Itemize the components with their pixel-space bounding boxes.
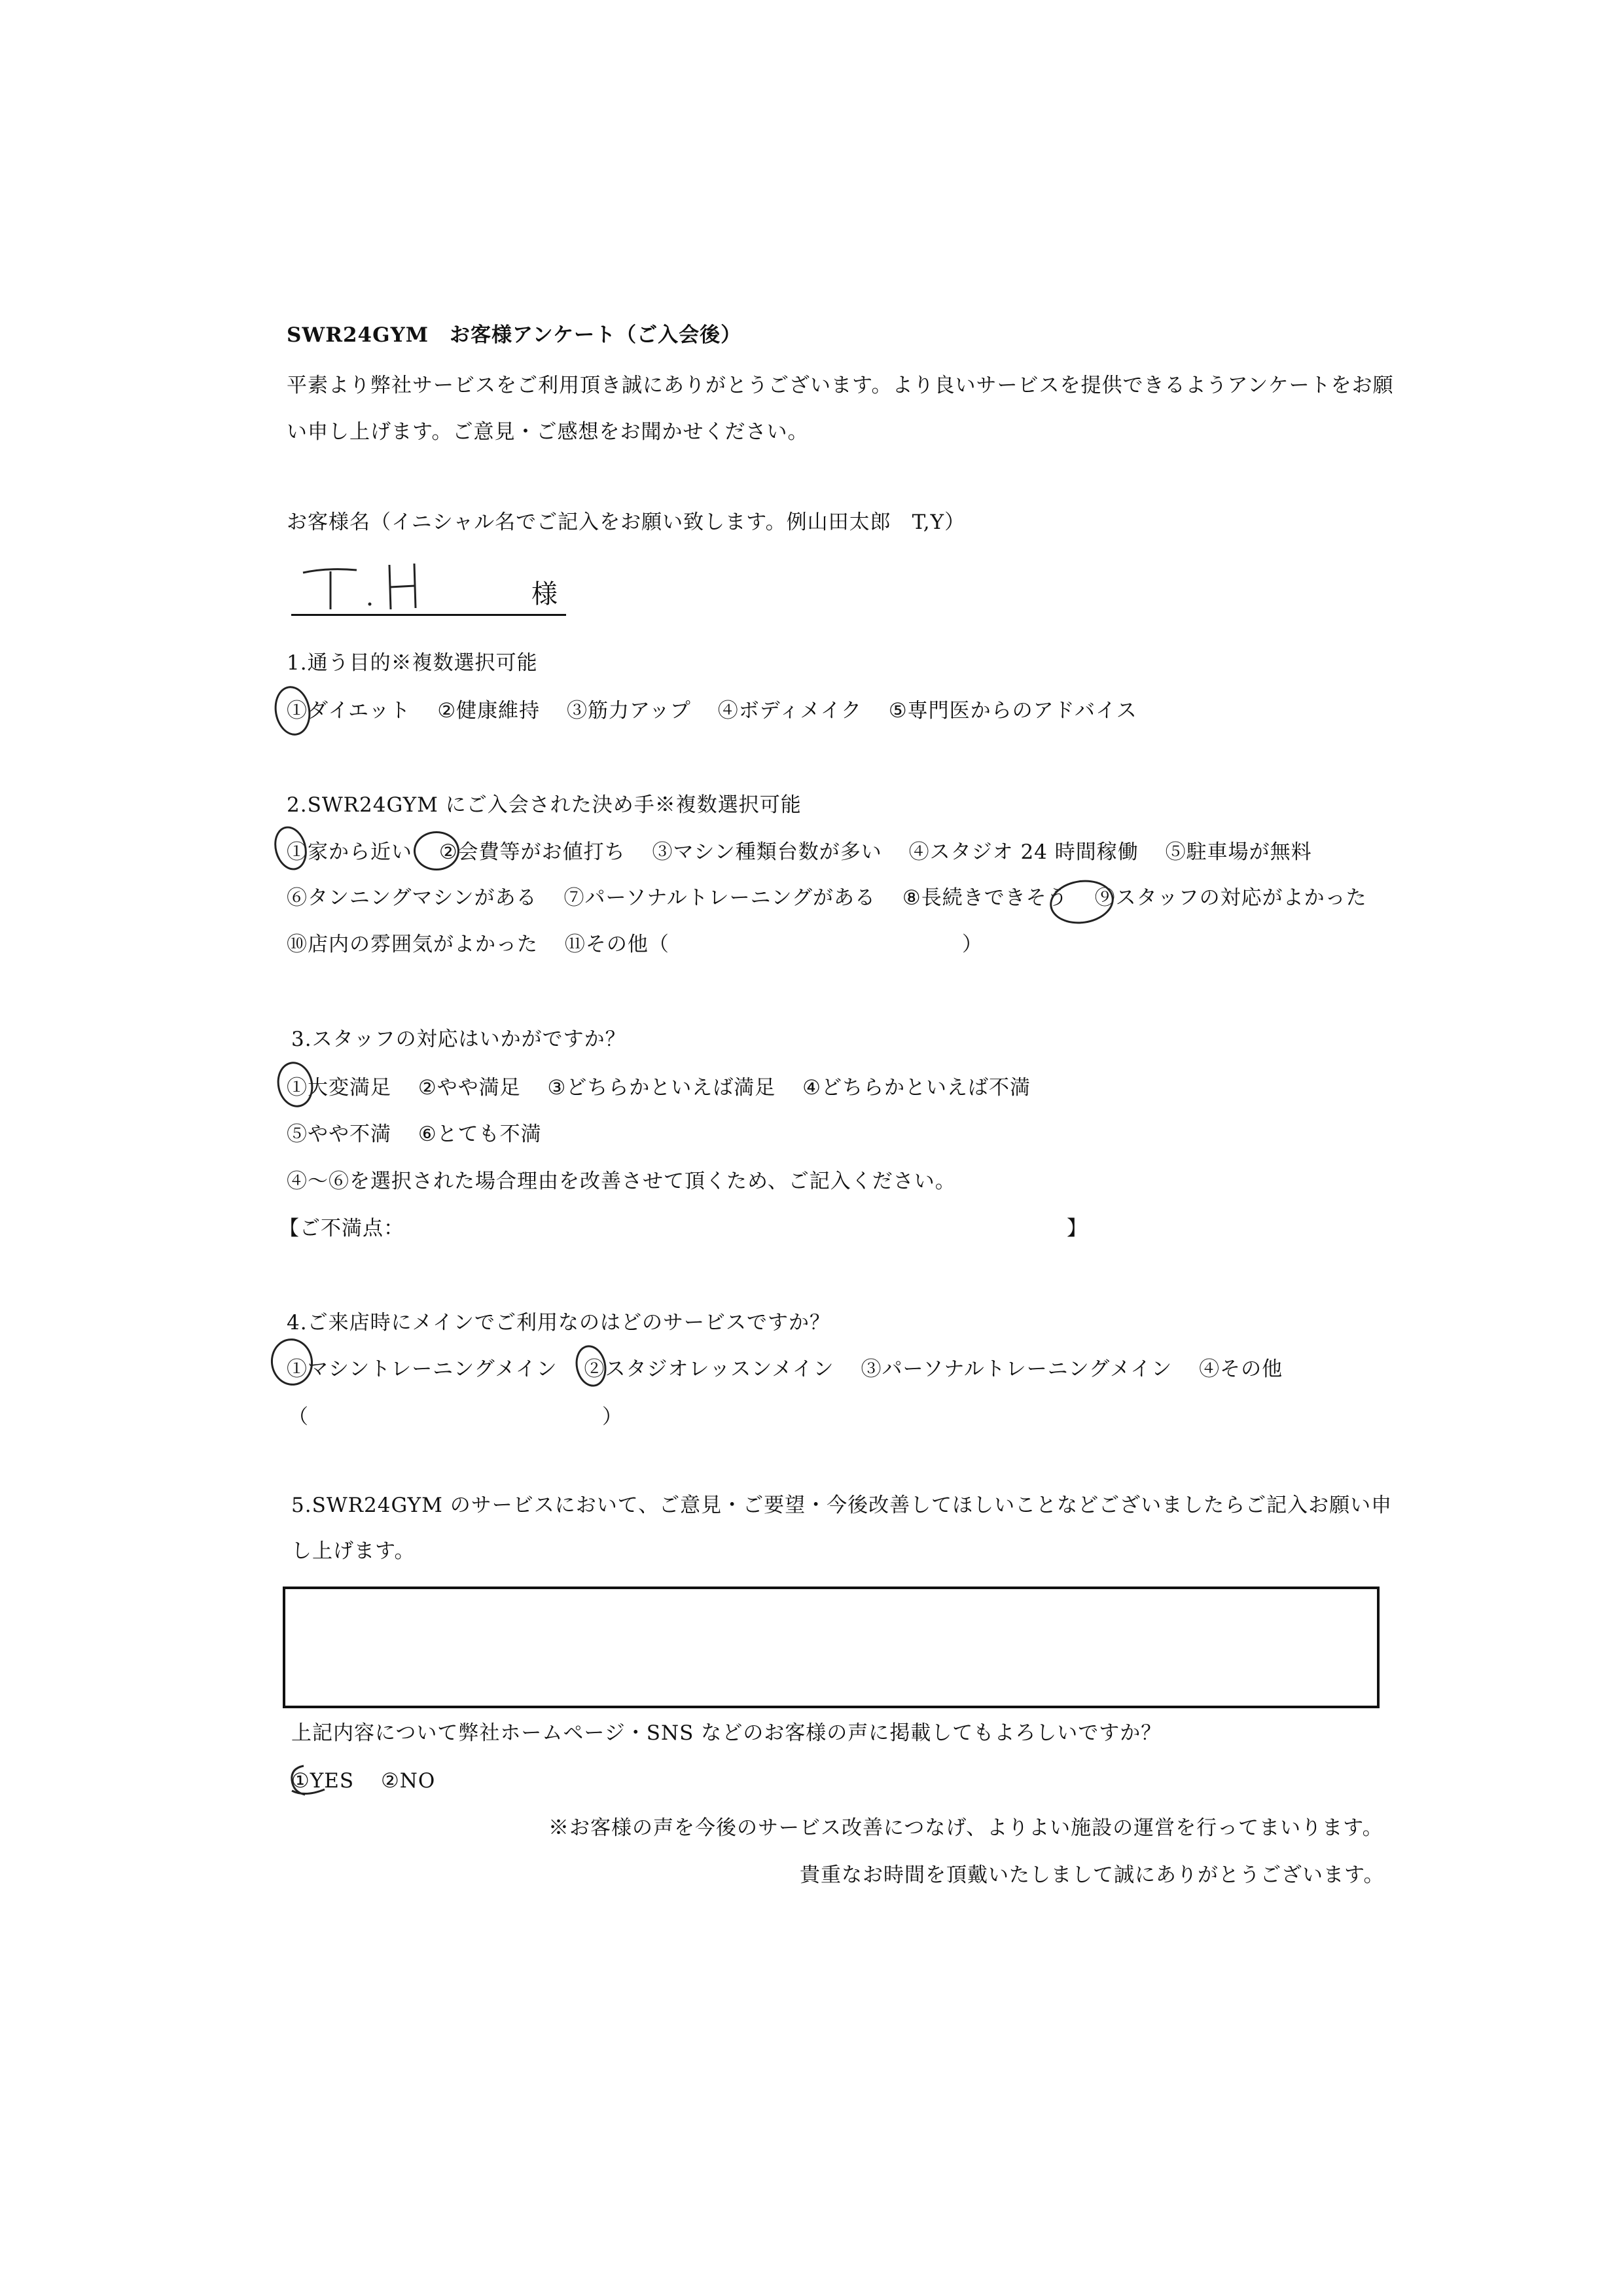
q1-option-4[interactable]: ④ボディメイク xyxy=(717,699,863,723)
q4-options xyxy=(287,1359,1283,1380)
publish-option-yes[interactable]: ①YES xyxy=(291,1769,355,1793)
q2-option-8[interactable]: ⑧長続きできそう xyxy=(902,886,1068,910)
q4-option-4[interactable]: ④その他 xyxy=(1199,1357,1283,1381)
q3-options-row2 xyxy=(287,1124,542,1145)
q4-title: 4.ご来店時にメインでご利用なのはどのサービスですか？ xyxy=(287,1311,830,1335)
q4-option-1[interactable]: ①マシントレーニングメイン xyxy=(287,1357,558,1381)
survey-title: SWR24GYM お客様アンケート（ご入会後） xyxy=(287,323,742,347)
publish-option-no[interactable]: ②NO xyxy=(380,1769,436,1793)
publish-question: 上記内容について弊社ホームページ・SNS などのお客様の声に掲載してもよろしいですか？ xyxy=(291,1721,1162,1745)
q3-option-6[interactable]: ⑥とても不満 xyxy=(418,1122,542,1146)
q2-option-10[interactable]: ⑩店内の雰囲気がよかった xyxy=(287,933,538,956)
q5-title-line2: し上げます。 xyxy=(291,1539,416,1563)
q5-title-line1: 5.SWR24GYM のサービスにおいて、ご意見・ご要望・今後改善してほしいことなどございましたらご記入お願い申 xyxy=(291,1494,1393,1517)
q2-title: 2.SWR24GYM にご入会された決め手※複数選択可能 xyxy=(287,793,802,817)
q2-option-2[interactable]: ②会費等がお値打ち xyxy=(438,840,626,864)
q1-option-1[interactable]: ①ダイエット xyxy=(287,699,411,723)
q4-other-close: ） xyxy=(602,1405,623,1429)
honorific-sama: 様 xyxy=(531,579,558,609)
q3-option-1[interactable]: ①大変満足 xyxy=(287,1076,391,1100)
customer-name-label: お客様名（イニシャル名でご記入をお願い致します。例山田太郎 T,Y） xyxy=(287,511,966,534)
q2-option-3[interactable]: ③マシン種類台数が多い xyxy=(652,840,882,864)
name-underline xyxy=(291,614,566,616)
q2-option-1[interactable]: ①家から近い xyxy=(287,840,412,864)
q5-comment-box[interactable] xyxy=(283,1587,1380,1708)
q3-option-4[interactable]: ④どちらかといえば不満 xyxy=(802,1076,1031,1100)
intro-text-line2: い申し上げます。ご意見・ご感想をお聞かせください。 xyxy=(287,420,809,444)
q3-options-row1 xyxy=(287,1078,1031,1098)
intro-text-line1: 平素より弊社サービスをご利用頂き誠にありがとうございます。より良いサービスを提供できるようアンケートをお願 xyxy=(287,374,1394,397)
q1-option-5[interactable]: ⑤専門医からのアドバイス xyxy=(888,699,1137,723)
q2-option-5[interactable]: ⑤駐車場が無料 xyxy=(1165,840,1312,864)
q2-other-close: ） xyxy=(962,933,983,956)
q2-option-9[interactable]: ⑨スタッフの対応がよかった xyxy=(1094,886,1367,910)
q3-note: ④～⑥を選択された場合理由を改善させて頂くため、ご記入ください。 xyxy=(287,1170,956,1193)
q4-option-3[interactable]: ③パーソナルトレーニングメイン xyxy=(861,1357,1173,1381)
q3-option-3[interactable]: ③どちらかといえば満足 xyxy=(547,1076,776,1100)
publish-selection-mark xyxy=(285,1761,338,1803)
q3-dissatisfaction-label: 【ご不満点： xyxy=(279,1217,404,1240)
q2-options-row1 xyxy=(287,842,1312,863)
q2-options-row3 xyxy=(287,935,669,955)
q3-option-2[interactable]: ②やや満足 xyxy=(418,1076,521,1100)
q3-title: 3.スタッフの対応はいかがですか？ xyxy=(291,1028,626,1051)
q1-option-2[interactable]: ②健康維持 xyxy=(437,699,541,723)
q2-option-6[interactable]: ⑥タンニングマシンがある xyxy=(287,886,537,910)
q2-options-row2 xyxy=(287,888,1367,908)
q3-dissatisfaction-close: 】 xyxy=(1067,1217,1088,1240)
q4-other-open: （ xyxy=(288,1405,309,1429)
q1-title: 1.通う目的※複数選択可能 xyxy=(287,651,538,675)
footer-line1: ※お客様の声を今後のサービス改善につなげ、よりよい施設の運営を行ってまいります。 xyxy=(548,1816,1383,1840)
q3-option-5[interactable]: ⑤やや不満 xyxy=(287,1122,391,1146)
q2-option-7[interactable]: ⑦パーソナルトレーニングがある xyxy=(563,886,876,910)
handwritten-initials[interactable] xyxy=(298,560,442,612)
q1-options xyxy=(287,701,1137,721)
q2-option-11[interactable]: ⑪その他（ xyxy=(564,933,669,956)
footer-line2: 貴重なお時間を頂戴いたしまして誠にありがとうございます。 xyxy=(800,1863,1385,1887)
q4-option-2[interactable]: ②スタジオレッスンメイン xyxy=(584,1357,834,1381)
q2-option-4[interactable]: ④スタジオ 24 時間稼働 xyxy=(908,840,1139,864)
q1-option-3[interactable]: ③筋力アップ xyxy=(567,699,691,723)
